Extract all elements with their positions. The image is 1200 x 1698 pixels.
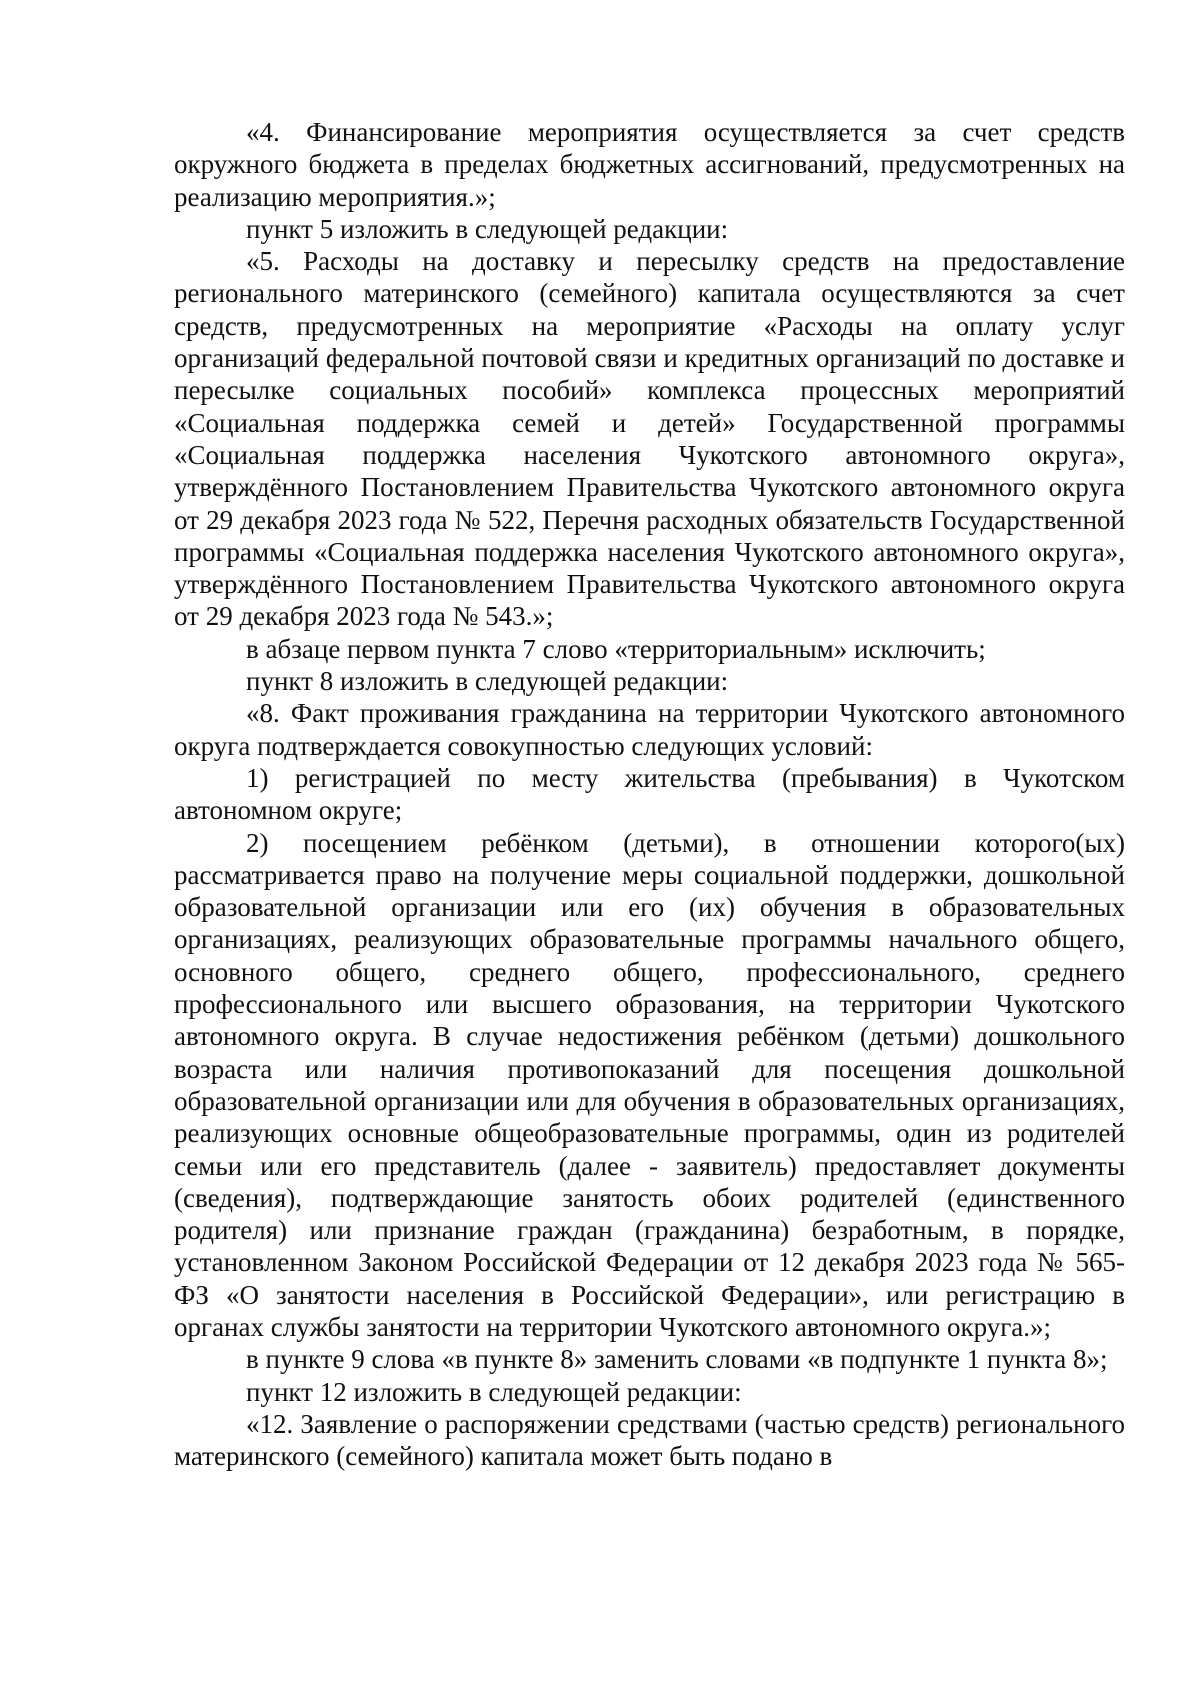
document-body xyxy=(174,116,1125,1472)
paragraph-item9: в пункте 9 слова «в пункте 8» заменить словами «в подпункте 1 пункта 8»; xyxy=(246,1344,1108,1375)
paragraph-item5-text: «5. Расходы на доставку и пересылку средств на предоставление регионального материнского (семейного) капитала осуществляются за счет средств, предусмотренных на мероприятие «Расходы на оплату услуг организаций федеральной почтовой связи и кредитных организаций по доставке и пересылке социальных пособий» комплекса процессных мероприятий «Социальная поддержка семей и детей» Государственной программы «Социальная поддержка населения Чукотского автономного округа», утверждённого Постановлением Правительства Чукотского автономного округа от 29 декабря 2023 года № 522, Перечня расходных обязательств Государственной программы «Социальная поддержка населения Чукотского автономного округа», утверждённого Постановлением Правительства Чукотского автономного округа от 29 декабря 2023 года № 543.»; xyxy=(174,246,1125,632)
paragraph-item5-intro: пункт 5 изложить в следующей редакции: xyxy=(246,213,729,244)
paragraph-item12-intro: пункт 12 изложить в следующей редакции: xyxy=(246,1376,742,1407)
paragraph-financing: «4. Финансирование мероприятия осуществляется за счет средств окружного бюджета в пределах бюджетных ассигнований, предусмотренных на реализацию мероприятия.»; xyxy=(174,117,1125,212)
paragraph-condition-2: 2) посещением ребёнком (детьми), в отношении которого(ых) рассматривается право на получение меры социальной поддержки, дошкольной образовательной организации или его (их) обучения в образовательных организациях, реализующих образовательные программы начального общего, основного общего, среднего общего, профессионального, среднего профессионального или высшего образования, на территории Чукотского автономного округа. В случае недостижения ребёнком (детьми) дошкольного возраста или наличия противопоказаний для посещения дошкольной образовательной организации или для обучения в образовательных организациях, реализующих основные общеобразовательные программы, один из родителей семьи или его представитель (далее - заявитель) предоставляет документы (сведения), подтверждающие занятость обоих родителей (единственного родителя) или признание граждан (гражданина) безработным, в порядке, установленном Законом Российской Федерации от 12 декабря 2023 года № 565-ФЗ «О занятости населения в Российской Федерации», или регистрацию в органах службы занятости на территории Чукотского автономного округа.»; xyxy=(174,827,1125,1342)
paragraph-condition-1: 1) регистрацией по месту жительства (пребывания) в Чукотском автономном округе; xyxy=(174,762,1125,826)
paragraph-item7: в абзаце первом пункта 7 слово «территориальным» исключить; xyxy=(246,633,986,664)
paragraph-item8-text: «8. Факт проживания гражданина на территории Чукотского автономного округа подтверждается совокупностью следующих условий: xyxy=(174,698,1125,761)
paragraph-item12-text: «12. Заявление о распоряжении средствами (частью средств) регионального материнского (семейного) капитала может быть подано в xyxy=(174,1408,1125,1472)
paragraph-item8-intro: пункт 8 изложить в следующей редакции: xyxy=(246,666,729,697)
